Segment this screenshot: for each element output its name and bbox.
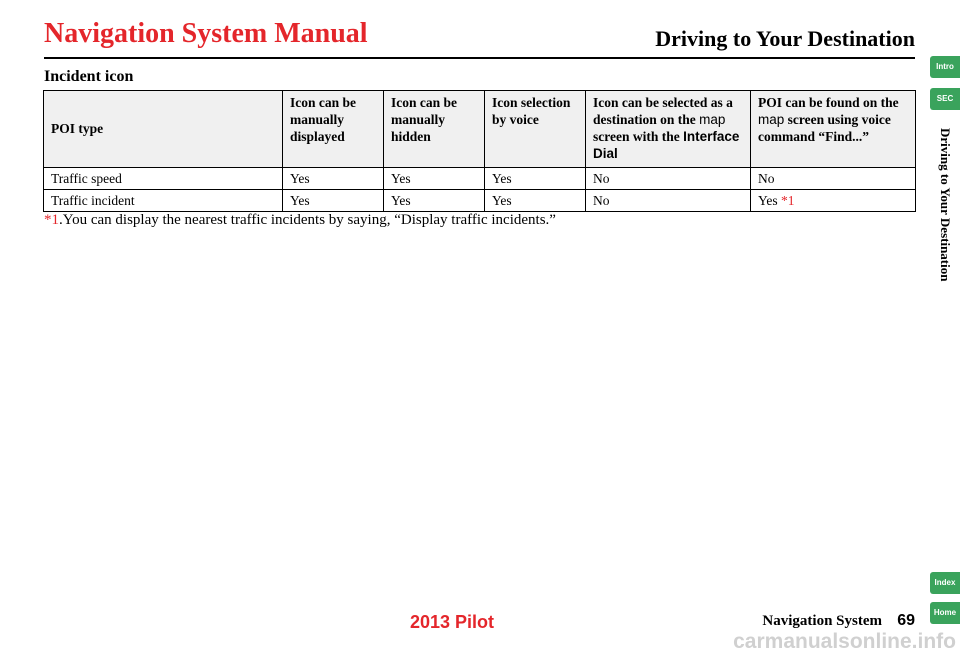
cell-voice: Yes — [485, 190, 586, 212]
cell-display: Yes — [283, 168, 384, 190]
header-find-text: POI can be found on the — [758, 95, 899, 110]
cell-find-value: Yes — [758, 193, 778, 208]
header-manual-display: Icon can be manually displayed — [283, 91, 384, 168]
footnote-marker: *1 — [44, 212, 59, 228]
footnote-text: .You can display the nearest traffic incidents by saying, “Display traffic incidents.” — [59, 212, 556, 228]
section-heading: Incident icon — [44, 68, 134, 85]
header-voice-select: Icon selection by voice — [485, 91, 586, 168]
header-find-post: screen using voice command “Find...” — [758, 112, 891, 144]
header-poi-type: POI type — [44, 91, 283, 168]
header-find — [751, 91, 916, 168]
index-tab[interactable]: Index — [930, 572, 960, 594]
home-tab[interactable]: Home — [930, 602, 960, 624]
header-manual-hide: Icon can be manually hidden — [384, 91, 485, 168]
cell-destination: No — [586, 168, 751, 190]
cell-poi: Traffic speed — [44, 168, 283, 190]
cell-hide: Yes — [384, 190, 485, 212]
cell-poi: Traffic incident — [44, 190, 283, 212]
footer-system-label: Navigation System — [762, 613, 882, 629]
site-watermark: carmanualsonline.info — [733, 630, 956, 653]
header-find-map: map — [758, 112, 785, 127]
header-destination — [586, 91, 751, 168]
cell-find — [751, 190, 916, 212]
cell-voice: Yes — [485, 168, 586, 190]
table-header-row — [44, 91, 916, 168]
sec-tab[interactable]: SEC — [930, 88, 960, 110]
cell-find-value: No — [758, 171, 775, 186]
poi-table — [43, 90, 916, 212]
cell-hide: Yes — [384, 168, 485, 190]
cell-display: Yes — [283, 190, 384, 212]
manual-title: Navigation System Manual — [44, 18, 368, 49]
header-destination-map: map — [699, 112, 726, 127]
header-destination-text: Icon can be selected as a destination on the — [593, 95, 733, 127]
header-destination-mid: screen with the — [593, 129, 680, 144]
header-destination-dial: Interface Dial — [593, 129, 740, 161]
table-row — [44, 168, 916, 190]
table-row — [44, 190, 916, 212]
cell-find — [751, 168, 916, 190]
footnote-ref[interactable]: *1 — [781, 193, 795, 208]
section-title: Driving to Your Destination — [655, 26, 915, 51]
intro-tab[interactable]: Intro — [930, 56, 960, 78]
footnote — [44, 212, 556, 229]
title-divider — [44, 57, 915, 59]
model-watermark: 2013 Pilot — [410, 612, 495, 632]
side-section-label: Driving to Your Destination — [938, 128, 953, 282]
page-number: 69 — [897, 612, 915, 629]
cell-destination: No — [586, 190, 751, 212]
